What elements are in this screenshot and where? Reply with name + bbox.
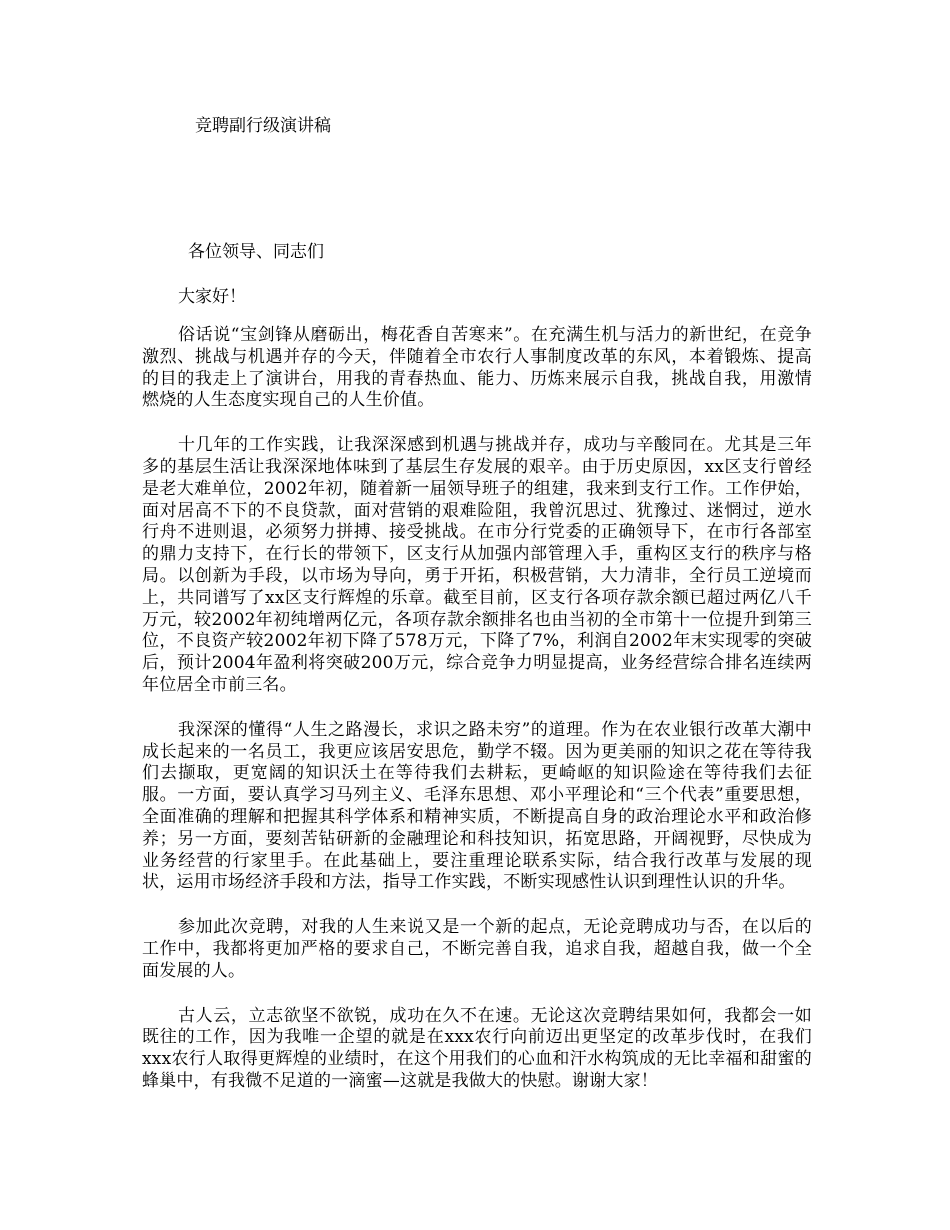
paragraph-learning: 我深深的懂得“人生之路漫长，求识之路未穷”的道理。作为在农业银行改革大潮中成长起来的一名员工，我更应该居安思危，勤学不辍。因为更美丽的知识之花在等待我们去撷取，更宽阔的知识沃土在等待我们去耕耘，更崎岖的知识险途在等待我们去征服。一方面，要认真学习马列主义、毛泽东思想、邓小平理论和“三个代表”重要思想，全面准确的理解和把握其科学体系和精神实质，不断提高自身的政治理论水平和政治修养；另一方面，要刻苦钻研新的金融理论和科技知识，拓宽思路，开阔视野，尽快成为业务经营的行家里手。在此基础上，要注重理论联系实际，结合我行改革与发展的现状，运用市场经济手段和方法，指导工作实践，不断实现感性认识到理性认识的升华。 bbox=[142, 719, 812, 893]
speech-body bbox=[142, 325, 812, 1116]
paragraph-new-start: 参加此次竞聘，对我的人生来说又是一个新的起点，无论竞聘成功与否，在以后的工作中，我都将更加严格的要求自己，不断完善自我，追求自我，超越自我，做一个全面发展的人。 bbox=[142, 917, 812, 981]
salutation: 各位领导、同志们 bbox=[188, 242, 324, 262]
paragraph-closing: 古人云，立志欲坚不欲锐，成功在久不在速。无论这次竞聘结果如何，我都会一如既往的工作，因为我唯一企望的就是在xxx农行向前迈出更坚定的改革步伐时，在我们xxx农行人取得更辉煌的业绩时，在这个用我们的心血和汗水构筑成的无比幸福和甜蜜的蜂巢中，有我微不足道的一滴蜜—这就是我做大的快慰。谢谢大家！ bbox=[142, 1005, 812, 1091]
paragraph-opening: 俗话说“宝剑锋从磨砺出，梅花香自苦寒来”。在充满生机与活力的新世纪，在竞争激烈、挑战与机遇并存的今天，伴随着全市农行人事制度改革的东风，本着锻炼、提高的目的我走上了演讲台，用我的青春热血、能力、历炼来展示自我，挑战自我，用激情燃烧的人生态度实现自己的人生价值。 bbox=[142, 325, 812, 411]
greeting: 大家好！ bbox=[178, 287, 246, 307]
paragraph-work-experience: 十几年的工作实践，让我深深感到机遇与挑战并存，成功与辛酸同在。尤其是三年多的基层生活让我深深地体味到了基层生存发展的艰辛。由于历史原因，xx区支行曾经是老大难单位，2002年初，随着新一届领导班子的组建，我来到支行工作。工作伊始，面对居高不下的不良贷款，面对营销的艰难险阻，我曾沉思过、犹豫过、迷惘过，逆水行舟不进则退，必须努力拼搏、接受挑战。在市分行党委的正确领导下，在市行各部室的鼎力支持下，在行长的带领下，区支行从加强内部管理入手，重构区支行的秩序与格局。以创新为手段，以市场为导向，勇于开拓，积极营销，大力清非，全行员工逆境而上，共同谱写了xx区支行辉煌的乐章。截至目前，区支行各项存款余额已超过两亿八千万元，较2002年初纯增两亿元，各项存款余额排名也由当初的全市第十一位提升到第三位，不良资产较2002年初下降了578万元，下降了7%，利润自2002年末实现零的突破后，预计2004年盈利将突破200万元，综合竞争力明显提高，业务经营综合排名连续两年位居全市前三名。 bbox=[142, 435, 812, 695]
document-title: 竞聘副行级演讲稿 bbox=[195, 116, 331, 136]
